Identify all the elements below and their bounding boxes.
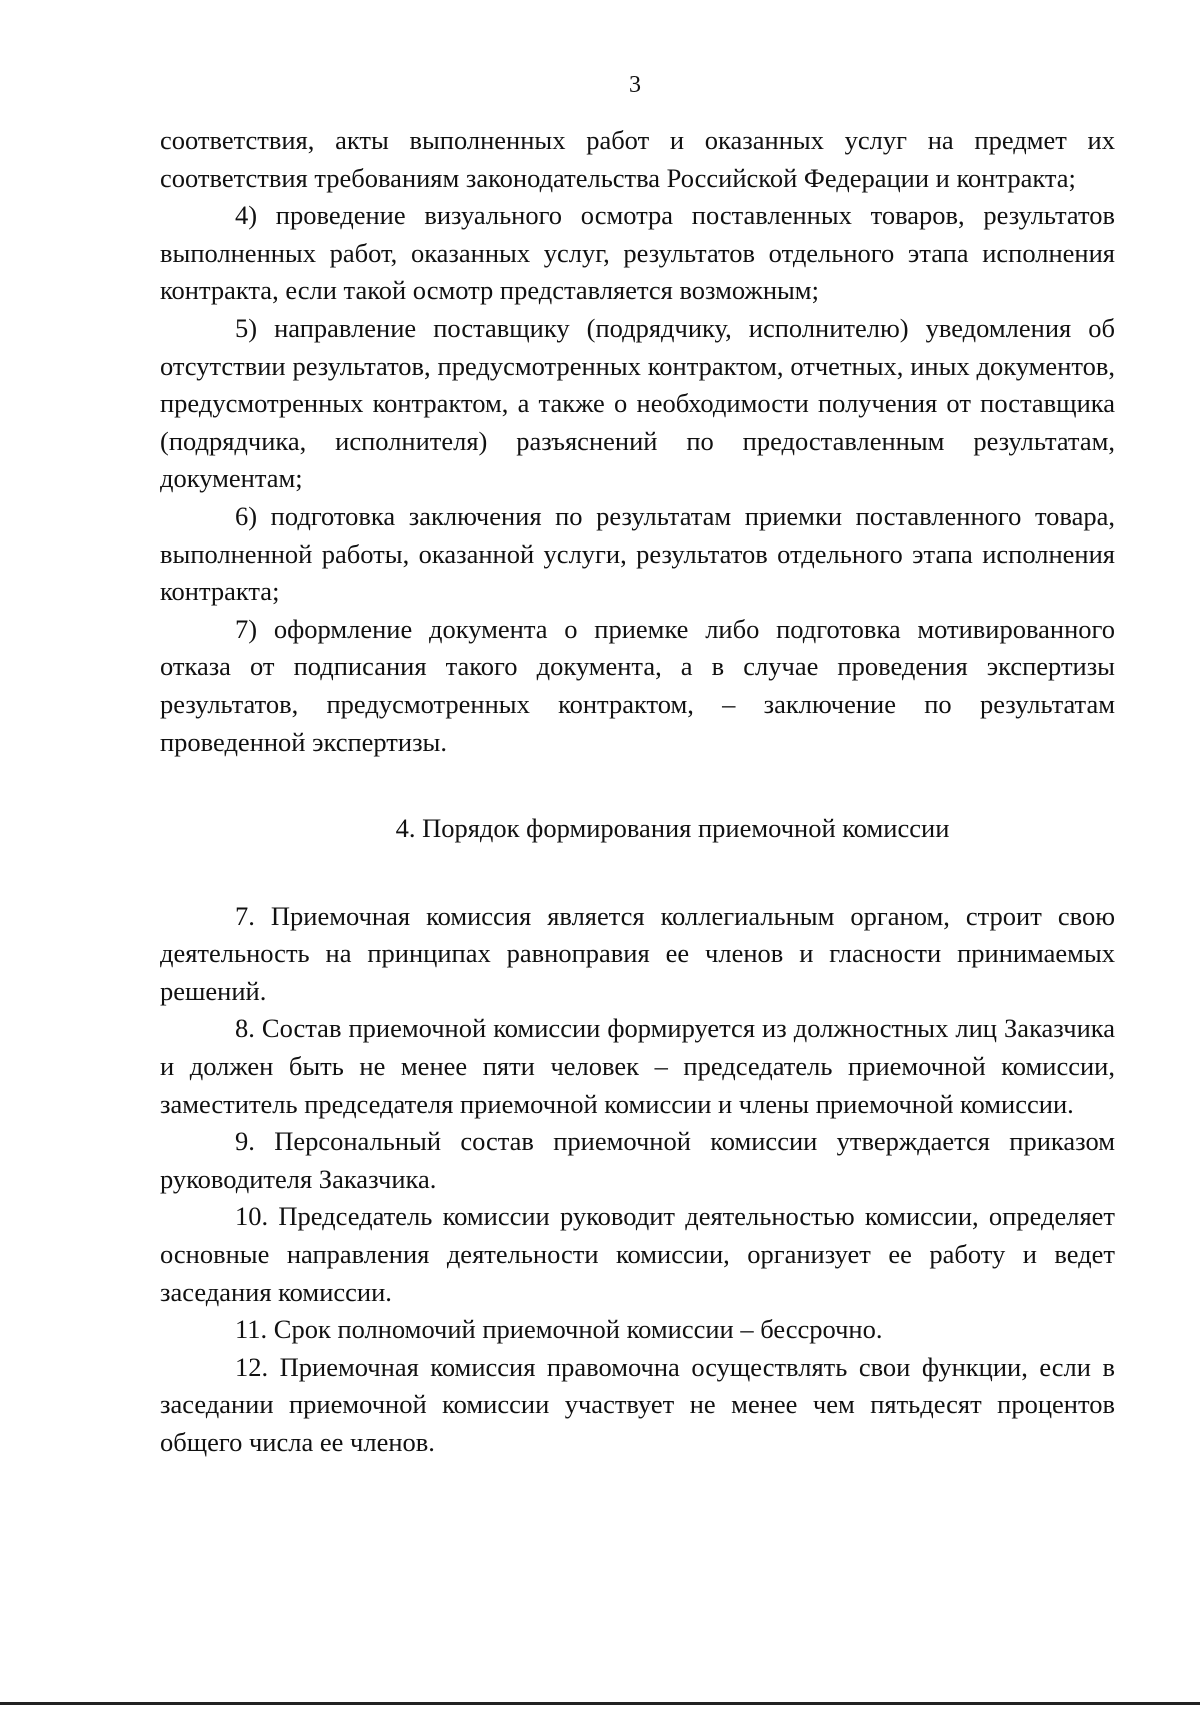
list-item-5: 5) направление поставщику (подрядчику, исполнителю) уведомления об отсутствии результатов, предусмотренных контрактом, отчетных, иных документов, предусмотренных контрактом, а также о необходимости получения от поставщика (подрядчика, исполнителя) разъяснений по предоставленным результатам, документам; (160, 312, 1115, 494)
clause-9: 9. Персональный состав приемочной комиссии утверждается приказом руководителя Заказчика. (160, 1126, 1115, 1194)
page-number: 3 (629, 72, 641, 98)
clause-8: 8. Состав приемочной комиссии формируется из должностных лиц Заказчика и должен быть не менее пяти человек – председатель приемочной комиссии, заместитель председателя приемочной комиссии и члены приемочной комиссии. (160, 1013, 1115, 1119)
list-item-6: 6) подготовка заключения по результатам приемки поставленного товара, выполненной работы, оказанной услуги, результатов отдельного этапа исполнения контракта; (160, 500, 1115, 607)
clause-7: 7. Приемочная комиссия является коллегиальным органом, строит свою деятельность на принципах равноправия ее членов и гласности принимаемых решений. (160, 900, 1115, 1006)
clause-12: 12. Приемочная комиссия правомочна осуществлять свои функции, если в заседании приемочной комиссии участвует не менее чем пятьдесят процентов общего числа ее членов. (160, 1351, 1115, 1457)
paragraph-continuation: соответствия, акты выполненных работ и оказанных услуг на предмет их соответствия требованиям законодательства Российской Федерации и контракта; (160, 125, 1115, 193)
scan-edge-line (0, 1702, 1200, 1705)
section-heading: 4. Порядок формирования приемочной комиссии (395, 813, 950, 844)
list-item-4: 4) проведение визуального осмотра поставленных товаров, результатов выполненных работ, оказанных услуг, результатов отдельного этапа исполнения контракта, если такой осмотр представляется возможным; (160, 200, 1115, 306)
clause-11: 11. Срок полномочий приемочной комиссии – бессрочно. (235, 1314, 883, 1345)
clause-10: 10. Председатель комиссии руководит деятельностью комиссии, определяет основные направления деятельности комиссии, организует ее работу и ведет заседания комиссии. (160, 1201, 1115, 1307)
document-body (160, 122, 1115, 1462)
list-item-7: 7) оформление документа о приемке либо подготовка мотивированного отказа от подписания такого документа, а в случае проведения экспертизы результатов, предусмотренных контрактом, – заключение по результатам проведенной экспертизы. (160, 613, 1115, 757)
